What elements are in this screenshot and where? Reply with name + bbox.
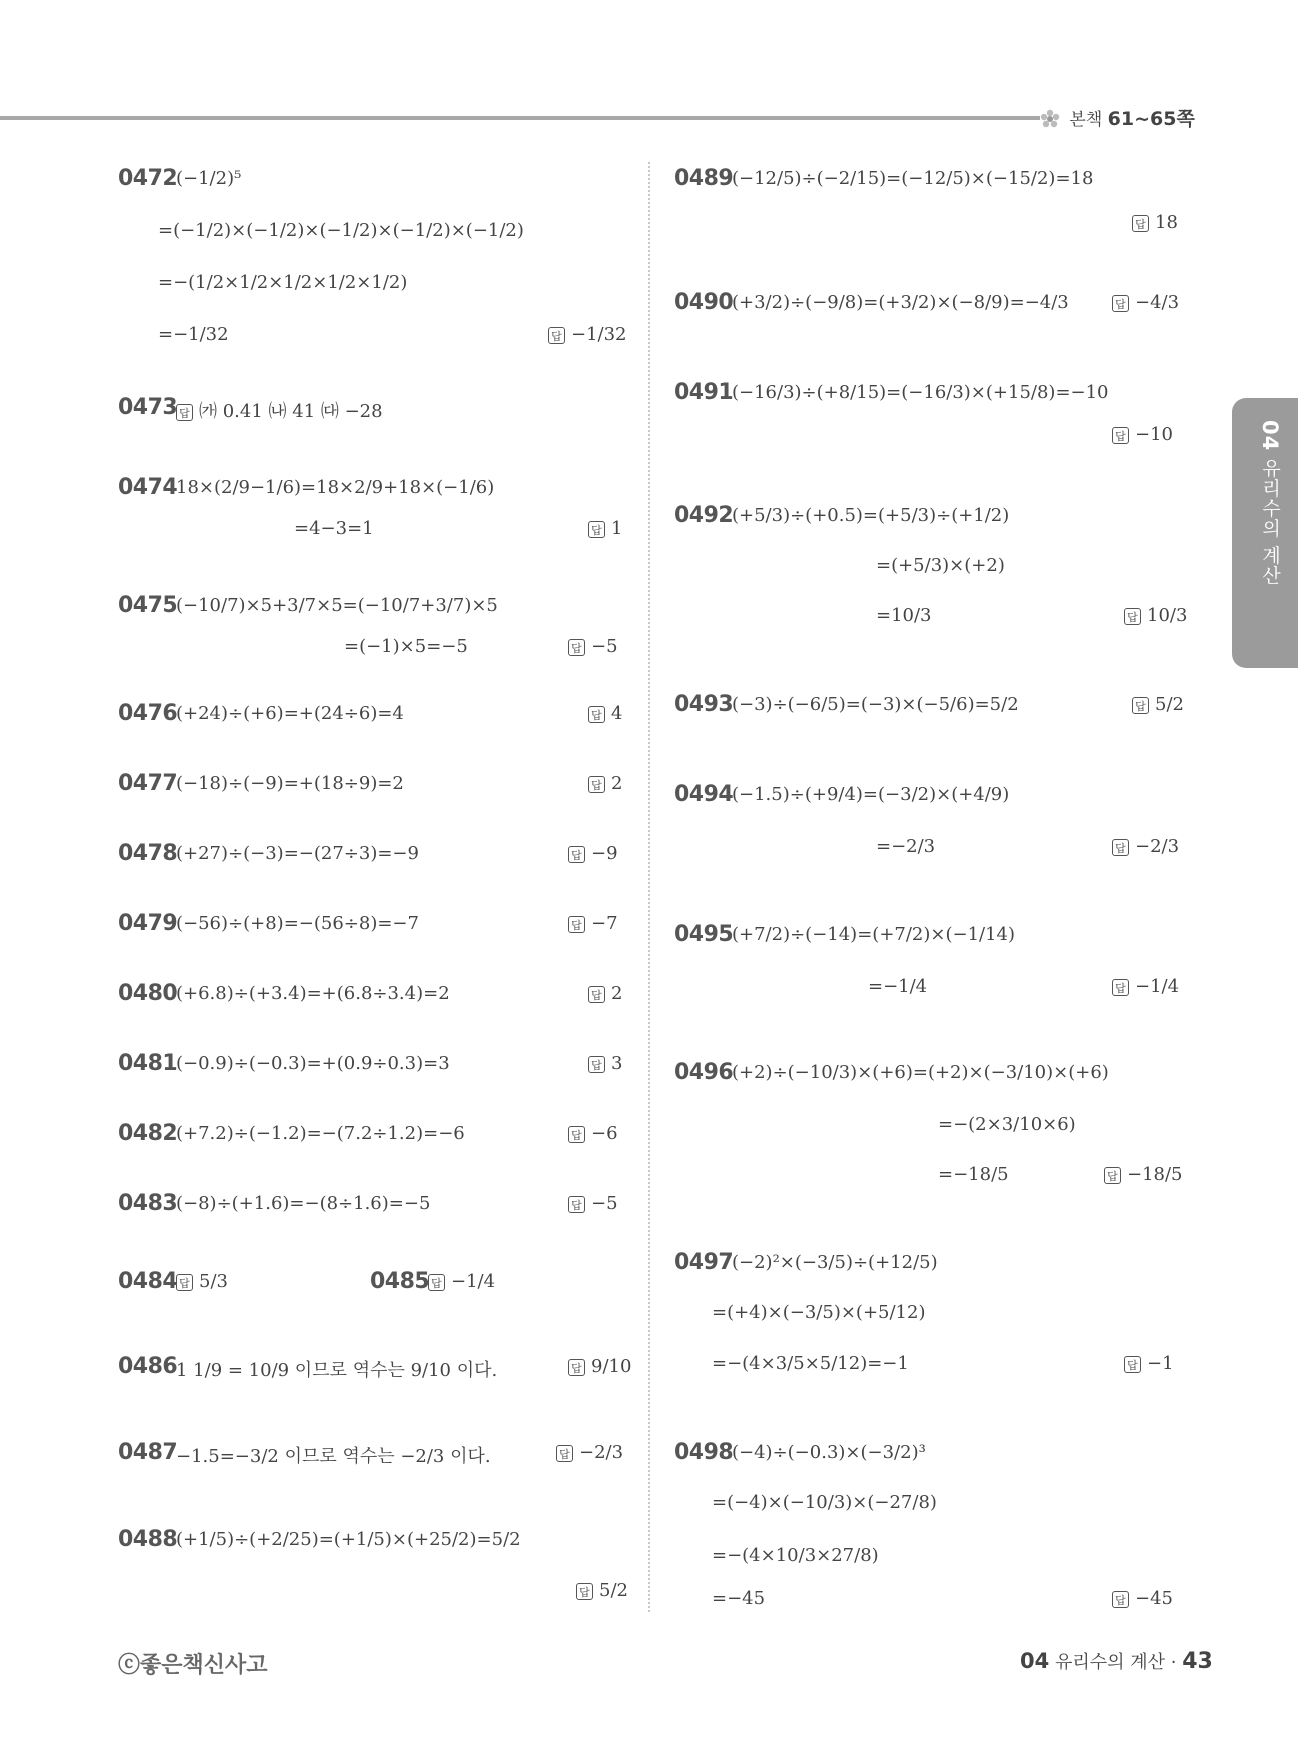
side-tab-chapter-title: 유리수의 계산: [1259, 458, 1281, 586]
footer-separator: ·: [1170, 1652, 1177, 1673]
footer-chapter-num: 04: [1020, 1649, 1050, 1673]
solution-line: =−(4×10/3×27/8): [712, 1545, 879, 1566]
answer-badge-icon: [588, 1056, 605, 1073]
answer: [1112, 292, 1179, 313]
solution-line: 18×(2/9−1/6)=18×2/9+18×(−1/6): [176, 477, 495, 498]
answer: [568, 1123, 618, 1144]
page-number: 43: [1182, 1649, 1213, 1674]
solution-line: (+24)÷(+6)=+(24÷6)=4: [176, 703, 404, 724]
answer-value: −2/3: [579, 1442, 624, 1463]
footer-chapter-title: 유리수의 계산: [1054, 1652, 1166, 1673]
solution-line: =−(2×3/10×6): [938, 1114, 1076, 1135]
solution-line: (−10/7)×5+3/7×5=(−10/7+3/7)×5: [176, 595, 498, 616]
header-rule: [0, 116, 1040, 120]
solution-line: (−18)÷(−9)=+(18÷9)=2: [176, 773, 404, 794]
solution-line: (−0.9)÷(−0.3)=+(0.9÷0.3)=3: [176, 1053, 450, 1074]
solution-line: =−(1/2×1/2×1/2×1/2×1/2): [158, 272, 408, 293]
answer: [576, 1580, 628, 1601]
problem-number: 0496: [674, 1060, 734, 1085]
solution-line: (+2)÷(−10/3)×(+6)=(+2)×(−3/10)×(+6): [732, 1062, 1109, 1083]
answer: [1112, 836, 1179, 857]
solution-line: =−1/4: [868, 976, 928, 997]
problem-number: 0483: [118, 1191, 178, 1216]
problem-number: 0487: [118, 1440, 178, 1465]
problem-number: 0474: [118, 475, 178, 500]
solution-line: =(−4)×(−10/3)×(−27/8): [712, 1492, 937, 1513]
header-ref-label: 본책: [1069, 110, 1103, 130]
solution-line: (+7.2)÷(−1.2)=−(7.2÷1.2)=−6: [176, 1123, 465, 1144]
solution-line: =(+4)×(−3/5)×(+5/12): [712, 1302, 926, 1323]
answer-value: 3: [611, 1053, 623, 1074]
answer-value: 2: [611, 983, 623, 1004]
solution-line: (−8)÷(+1.6)=−(8÷1.6)=−5: [176, 1193, 431, 1214]
answer-badge-icon: [576, 1583, 593, 1600]
answer: [1112, 1588, 1173, 1609]
answer: [568, 843, 618, 864]
answer: [1132, 212, 1178, 233]
answer-badge-icon: [1132, 215, 1149, 232]
solution-line: (+5/3)÷(+0.5)=(+5/3)÷(+1/2): [732, 505, 1010, 526]
solution-line: (+1/5)÷(+2/25)=(+1/5)×(+25/2)=5/2: [176, 1529, 521, 1550]
answer-badge-icon: [568, 639, 585, 656]
answer-value: −5: [591, 636, 618, 657]
solution-line: (−56)÷(+8)=−(56÷8)=−7: [176, 913, 419, 934]
answer: [568, 913, 618, 934]
answer-badge-icon: [1124, 1356, 1141, 1373]
answer-value: −1: [1147, 1353, 1174, 1374]
answer: [176, 397, 383, 423]
flower-dots-icon: [1040, 109, 1060, 129]
answer-badge-icon: [556, 1445, 573, 1462]
answer: [568, 636, 618, 657]
problem-number: 0493: [674, 692, 734, 717]
answer-badge-icon: [1112, 427, 1129, 444]
answer-value: 4: [611, 703, 623, 724]
answer-value: 18: [1155, 212, 1178, 233]
answer-badge-icon: [588, 521, 605, 538]
answer: [588, 1053, 622, 1074]
solution-line: (+27)÷(−3)=−(27÷3)=−9: [176, 843, 419, 864]
problem-number: 0492: [674, 503, 734, 528]
answer-badge-icon: [1124, 608, 1141, 625]
answer: [568, 1356, 631, 1377]
answer-badge-icon: [568, 1359, 585, 1376]
answer-badge-icon: [176, 1274, 193, 1291]
footer-page-info: [1020, 1648, 1213, 1674]
answer: [588, 773, 622, 794]
answer: [1124, 1353, 1174, 1374]
answer: [588, 703, 622, 724]
solution-line: (+7/2)÷(−14)=(+7/2)×(−1/14): [732, 924, 1016, 945]
answer-value: −10: [1135, 424, 1173, 445]
answer: [1104, 1164, 1183, 1185]
answer-value: −1/4: [1135, 976, 1180, 997]
problem-number: 0473: [118, 395, 178, 420]
answer-badge-icon: [588, 986, 605, 1003]
answer-badge-icon: [1112, 1591, 1129, 1608]
answer-badge-icon: [1112, 839, 1129, 856]
problem-number: 0476: [118, 701, 178, 726]
problem-number: 0494: [674, 782, 734, 807]
answer-badge-icon: [548, 327, 565, 344]
header-ref-pages: 61~65쪽: [1107, 108, 1195, 130]
solution-line: (−16/3)÷(+8/15)=(−16/3)×(+15/8)=−10: [732, 382, 1109, 403]
answer: [1112, 976, 1179, 997]
answer-value: −9: [591, 843, 618, 864]
problem-number: 0481: [118, 1051, 178, 1076]
problem-number: 0486: [118, 1354, 178, 1379]
answer-value: 5/2: [599, 1580, 628, 1601]
problem-number: 0485: [370, 1269, 430, 1294]
solution-line: =−18/5: [938, 1164, 1009, 1185]
solution-line: −1.5=−3/2 이므로 역수는 −2/3 이다.: [176, 1446, 491, 1467]
answer-badge-icon: [588, 706, 605, 723]
solution-line: =(−1/2)×(−1/2)×(−1/2)×(−1/2)×(−1/2): [158, 220, 524, 241]
answer-badge-icon: [428, 1274, 445, 1291]
solution-line: =−1/32: [158, 324, 229, 345]
publisher-logo: ⓒ좋은책신사고: [118, 1653, 268, 1678]
solution-line: =−2/3: [876, 836, 936, 857]
answer: [588, 518, 622, 539]
solution-line: (−1/2)⁵: [176, 168, 242, 189]
answer: [428, 1271, 495, 1292]
problem-number: 0489: [674, 166, 734, 191]
side-tab-chapter-num: 04: [1258, 420, 1282, 452]
answer-badge-icon: [1104, 1167, 1121, 1184]
problem-number: 0475: [118, 593, 178, 618]
answer-value: 9/10: [591, 1356, 632, 1377]
answer-value: 2: [611, 773, 623, 794]
solution-line: =(+5/3)×(+2): [876, 555, 1005, 576]
answer-value: −4/3: [1135, 292, 1180, 313]
problem-number: 0477: [118, 771, 178, 796]
problem-number: 0472: [118, 166, 178, 191]
solution-line: =10/3: [876, 605, 932, 626]
answer-value: −18/5: [1127, 1164, 1183, 1185]
answer-badge-icon: [1112, 295, 1129, 312]
answer: [1124, 605, 1187, 626]
problem-number: 0482: [118, 1121, 178, 1146]
solution-line: (−12/5)÷(−2/15)=(−12/5)×(−15/2)=18: [732, 168, 1094, 189]
solution-line: (+6.8)÷(+3.4)=+(6.8÷3.4)=2: [176, 983, 450, 1004]
answer-value: −6: [591, 1123, 618, 1144]
problem-number: 0495: [674, 922, 734, 947]
answer-badge-icon: [588, 776, 605, 793]
answer-value: −45: [1135, 1588, 1173, 1609]
answer-badge-icon: [1132, 697, 1149, 714]
answer-value: −7: [591, 913, 618, 934]
chapter-side-tab[interactable]: [1232, 398, 1298, 668]
problem-number: 0480: [118, 981, 178, 1006]
answer-value: 10/3: [1147, 605, 1188, 626]
answer-value: −1/32: [571, 324, 627, 345]
column-divider: [648, 162, 650, 1612]
problem-number: 0497: [674, 1250, 734, 1275]
solution-line: =4−3=1: [294, 518, 374, 539]
answer-badge-icon: [568, 1126, 585, 1143]
answer-value: −5: [591, 1193, 618, 1214]
solution-line: =(−1)×5=−5: [344, 636, 468, 657]
problem-number: 0498: [674, 1440, 734, 1465]
answer-badge-icon: [176, 404, 193, 421]
problem-number: 0479: [118, 911, 178, 936]
answer-value: −2/3: [1135, 836, 1180, 857]
answer: [1112, 424, 1173, 445]
problem-number: 0490: [674, 290, 734, 315]
answer-value: −1/4: [451, 1271, 496, 1292]
solution-line: (+3/2)÷(−9/8)=(+3/2)×(−8/9)=−4/3: [732, 292, 1069, 313]
answer-badge-icon: [1112, 979, 1129, 996]
answer: [568, 1193, 618, 1214]
solution-line: (−3)÷(−6/5)=(−3)×(−5/6)=5/2: [732, 694, 1019, 715]
solution-line: (−1.5)÷(+9/4)=(−3/2)×(+4/9): [732, 784, 1010, 805]
answer-badge-icon: [568, 1196, 585, 1213]
answer: [556, 1442, 623, 1463]
header-page-reference: [1040, 104, 1195, 131]
answer-value: 5/2: [1155, 694, 1184, 715]
answer: [1132, 694, 1184, 715]
answer-badge-icon: [568, 846, 585, 863]
solution-line: =−45: [712, 1588, 766, 1609]
problem-number: 0478: [118, 841, 178, 866]
answer-value: ㈎ 0.41 ㈏ 41 ㈐ −28: [199, 401, 383, 422]
problem-number: 0491: [674, 380, 734, 405]
solution-line: (−2)²×(−3/5)÷(+12/5): [732, 1252, 938, 1273]
answer: [588, 983, 622, 1004]
solution-line: =−(4×3/5×5/12)=−1: [712, 1353, 909, 1374]
problem-number: 0484: [118, 1269, 178, 1294]
solution-line: (−4)÷(−0.3)×(−3/2)³: [732, 1442, 926, 1463]
answer: [548, 324, 627, 345]
answer-value: 5/3: [199, 1271, 228, 1292]
answer-value: 1: [611, 518, 623, 539]
problem-number: 0488: [118, 1527, 178, 1552]
side-tab-text: [1257, 420, 1284, 585]
answer: [176, 1271, 228, 1292]
solution-line: 1 1/9 = 10/9 이므로 역수는 9/10 이다.: [176, 1360, 498, 1381]
answer-badge-icon: [568, 916, 585, 933]
